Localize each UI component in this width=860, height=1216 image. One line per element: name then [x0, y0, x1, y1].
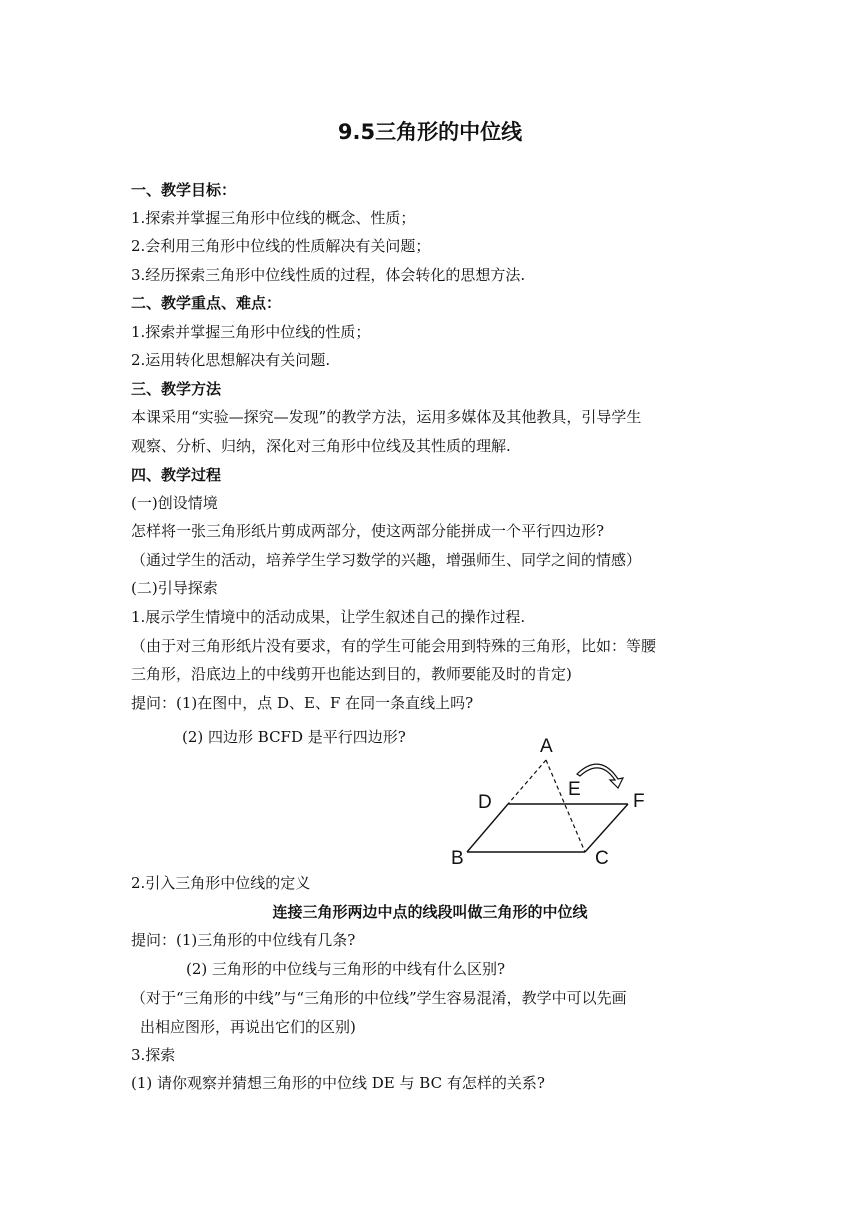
method-paragraph-line: 本课采用“实验—探究—发现”的教学方法，运用多媒体及其他教具，引导学生: [131, 408, 642, 426]
process-paragraph-line: 怎样将一张三角形纸片剪成两部分，使这两部分能拼成一个平行四边形?: [131, 522, 605, 540]
question-line: (2) 四边形 BCFD 是平行四边形?: [182, 728, 406, 746]
process-paragraph-line: 2.引入三角形中位线的定义: [131, 874, 311, 892]
method-paragraph-line: 观察、分析、归纳，深化对三角形中位线及其性质的理解.: [131, 437, 511, 455]
parallelogram-figure: [440, 728, 670, 873]
label-D: D: [478, 792, 492, 813]
label-F: F: [633, 791, 645, 812]
segment-AD-dashed: [508, 760, 546, 804]
definition-statement: 连接三角形两边中点的线段叫做三角形的中位线: [272, 903, 588, 921]
process-paragraph-line: （对于“三角形的中线”与“三角形的中位线”学生容易混淆，教学中可以先画: [131, 989, 627, 1007]
goal-item: 1.探索并掌握三角形中位线的概念、性质；: [131, 209, 416, 227]
subsection-heading: (二)引导探索: [131, 579, 218, 597]
label-B: B: [451, 848, 464, 869]
section-heading-key: 二、教学重点、难点：: [131, 294, 282, 312]
section-heading-process: 四、教学过程: [131, 466, 222, 484]
goal-item: 2.会利用三角形中位线的性质解决有关问题；: [131, 237, 431, 255]
label-A: A: [540, 736, 553, 757]
subsection-heading: 3.探索: [131, 1046, 176, 1064]
section-heading-method: 三、教学方法: [131, 380, 222, 398]
segment-FC: [585, 804, 628, 852]
key-item: 2.运用转化思想解决有关问题.: [131, 351, 331, 369]
question-line: (1) 请你观察并猜想三角形的中位线 DE 与 BC 有怎样的关系?: [131, 1074, 545, 1092]
process-paragraph-line: 1.展示学生情境中的活动成果，让学生叙述自己的操作过程.: [131, 608, 526, 626]
label-E: E: [568, 779, 581, 800]
label-C: C: [595, 848, 609, 869]
process-paragraph-line: （由于对三角形纸片没有要求，有的学生可能会用到特殊的三角形，比如：等腰: [131, 637, 657, 655]
question-line: 提问：(1)在图中，点 D、E、F 在同一条直线上吗?: [131, 694, 474, 712]
subsection-heading: (一)创设情境: [131, 494, 218, 512]
goal-item: 3.经历探索三角形中位线性质的过程，体会转化的思想方法.: [131, 266, 526, 284]
process-paragraph-line: 出相应图形，再说出它们的区别): [140, 1018, 356, 1036]
process-paragraph-line: （通过学生的活动，培养学生学习数学的兴趣，增强师生、同学之间的情感）: [131, 551, 642, 569]
page-title: 9.5三角形的中位线: [337, 120, 523, 144]
question-line: (2) 三角形的中位线与三角形的中线有什么区别?: [186, 960, 506, 978]
key-item: 1.探索并掌握三角形中位线的性质；: [131, 323, 371, 341]
rotate-arrow-icon: [577, 764, 623, 788]
section-heading-goals: 一、教学目标：: [131, 181, 237, 199]
process-paragraph-line: 三角形，沿底边上的中线剪开也能达到目的，教师要能及时的肯定): [131, 665, 572, 683]
question-line: 提问：(1)三角形的中位线有几条?: [131, 931, 356, 949]
